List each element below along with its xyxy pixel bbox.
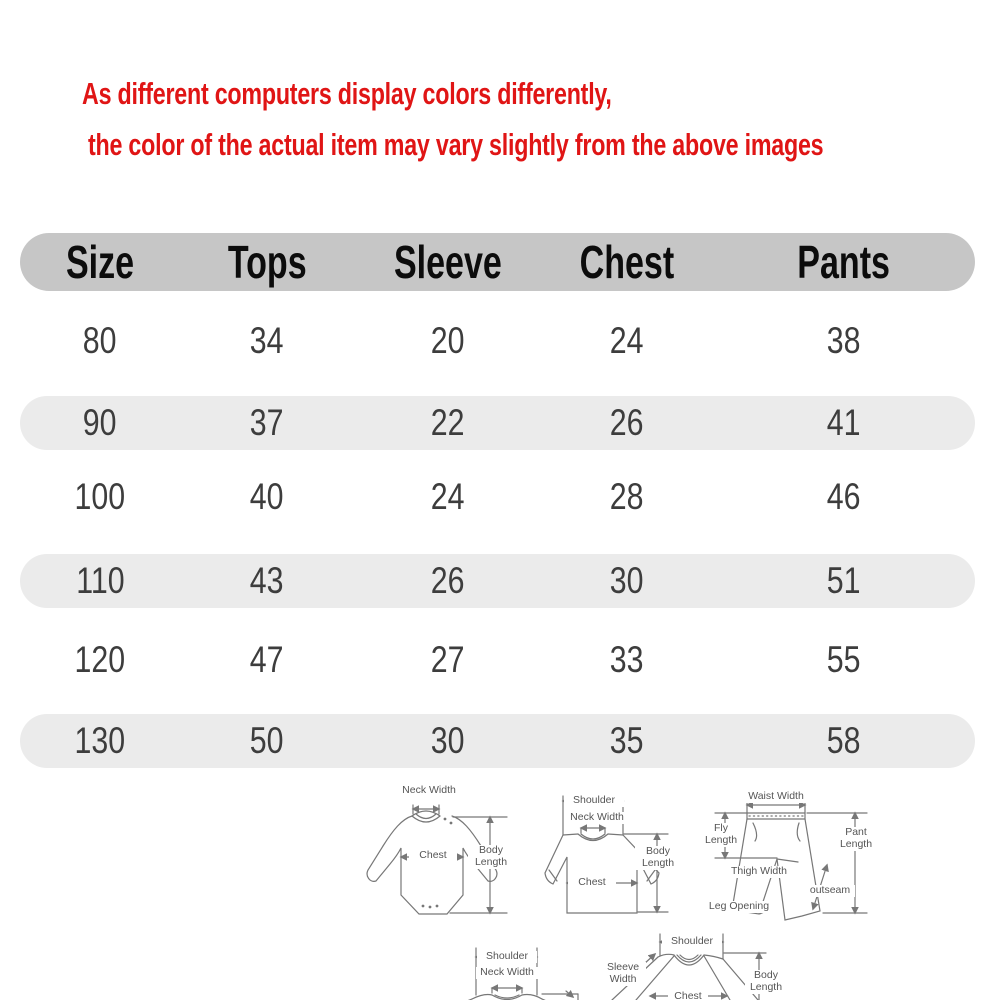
disclaimer-line-2: the color of the actual item may vary slightly from the above images [88,127,824,162]
raglan-sleeve-width-label: Sleeve Width [600,962,646,986]
cell-pants: 58 [826,720,861,761]
table-row-130 [20,714,975,768]
cell-sleeve: 20 [431,320,465,361]
onesie-measure-diagram [355,783,520,943]
cell-sleeve: 30 [431,720,465,761]
shirt-drawing-icon [540,783,715,948]
cell-tops: 40 [250,476,284,517]
onesie-chest-label: Chest [409,850,457,862]
column-header-size: Size [65,236,135,288]
shirt-measure-diagram [540,783,715,948]
cell-sleeve: 24 [431,476,465,517]
cell-pants: 55 [826,639,861,680]
cell-chest: 28 [610,476,644,517]
cell-size: 80 [83,320,117,361]
shirt-neck-width-label: Neck Width [566,812,628,824]
cell-size: 90 [83,402,117,443]
cell-size: 130 [74,720,126,761]
cell-size: 120 [74,639,126,680]
column-header-sleeve: Sleeve [394,236,502,288]
shirt-partial-neck-width-label: Neck Width [476,967,538,979]
cell-chest: 35 [610,720,644,761]
raglan-chest-label: Chest [668,991,708,1000]
cell-chest: 30 [610,560,644,601]
shorts-fly-length-label: Fly Length [705,822,738,846]
column-header-pants: Pants [797,236,890,288]
shirt-partial-shoulder-label: Shoulder [477,951,537,963]
cell-size: 110 [75,560,125,601]
cell-tops: 47 [250,639,284,680]
onesie-neck-width-label: Neck Width [373,785,485,797]
column-header-tops: Tops [227,236,307,288]
shorts-pant-length-label: Pant Length [835,827,877,851]
cell-pants: 51 [826,560,861,601]
shirt-body-length-label: Body Length [635,846,681,870]
shirt-partial-measure-diagram [400,933,595,1000]
table-row-110 [20,554,975,608]
shorts-leg-opening-label: Leg Opening [706,901,772,913]
table-row-80 [20,314,975,368]
cell-pants: 41 [826,402,861,443]
raglan-shoulder-label: Shoulder [662,936,722,948]
shorts-waist-width-label: Waist Width [735,791,817,803]
cell-chest: 26 [610,402,644,443]
cell-pants: 38 [826,320,861,361]
disclaimer-line-1: As different computers display colors differently, [82,76,612,111]
cell-tops: 43 [250,560,284,601]
raglan-body-length-label: Body Length [745,970,787,994]
cell-chest: 24 [610,320,644,361]
cell-sleeve: 26 [431,560,465,601]
cell-pants: 46 [826,476,861,517]
onesie-body-length-label: Body Length [468,845,514,869]
shorts-thigh-width-label: Thigh Width [723,866,795,878]
cell-sleeve: 22 [431,402,465,443]
shorts-outseam-label: outseam [805,885,855,897]
shirt-chest-label: Chest [568,877,616,889]
cell-tops: 34 [250,320,284,361]
table-row-100 [20,470,975,524]
table-header-row [20,233,975,291]
cell-tops: 37 [250,402,284,443]
table-row-120 [20,633,975,687]
cell-tops: 50 [250,720,284,761]
raglan-partial-measure-diagram [598,926,793,1000]
cell-size: 100 [74,476,126,517]
shirt-shoulder-label: Shoulder [564,795,624,807]
table-row-90 [20,396,975,450]
shorts-measure-diagram [703,783,908,948]
cell-sleeve: 27 [431,639,465,680]
column-header-chest: Chest [579,236,675,288]
cell-chest: 33 [610,639,644,680]
